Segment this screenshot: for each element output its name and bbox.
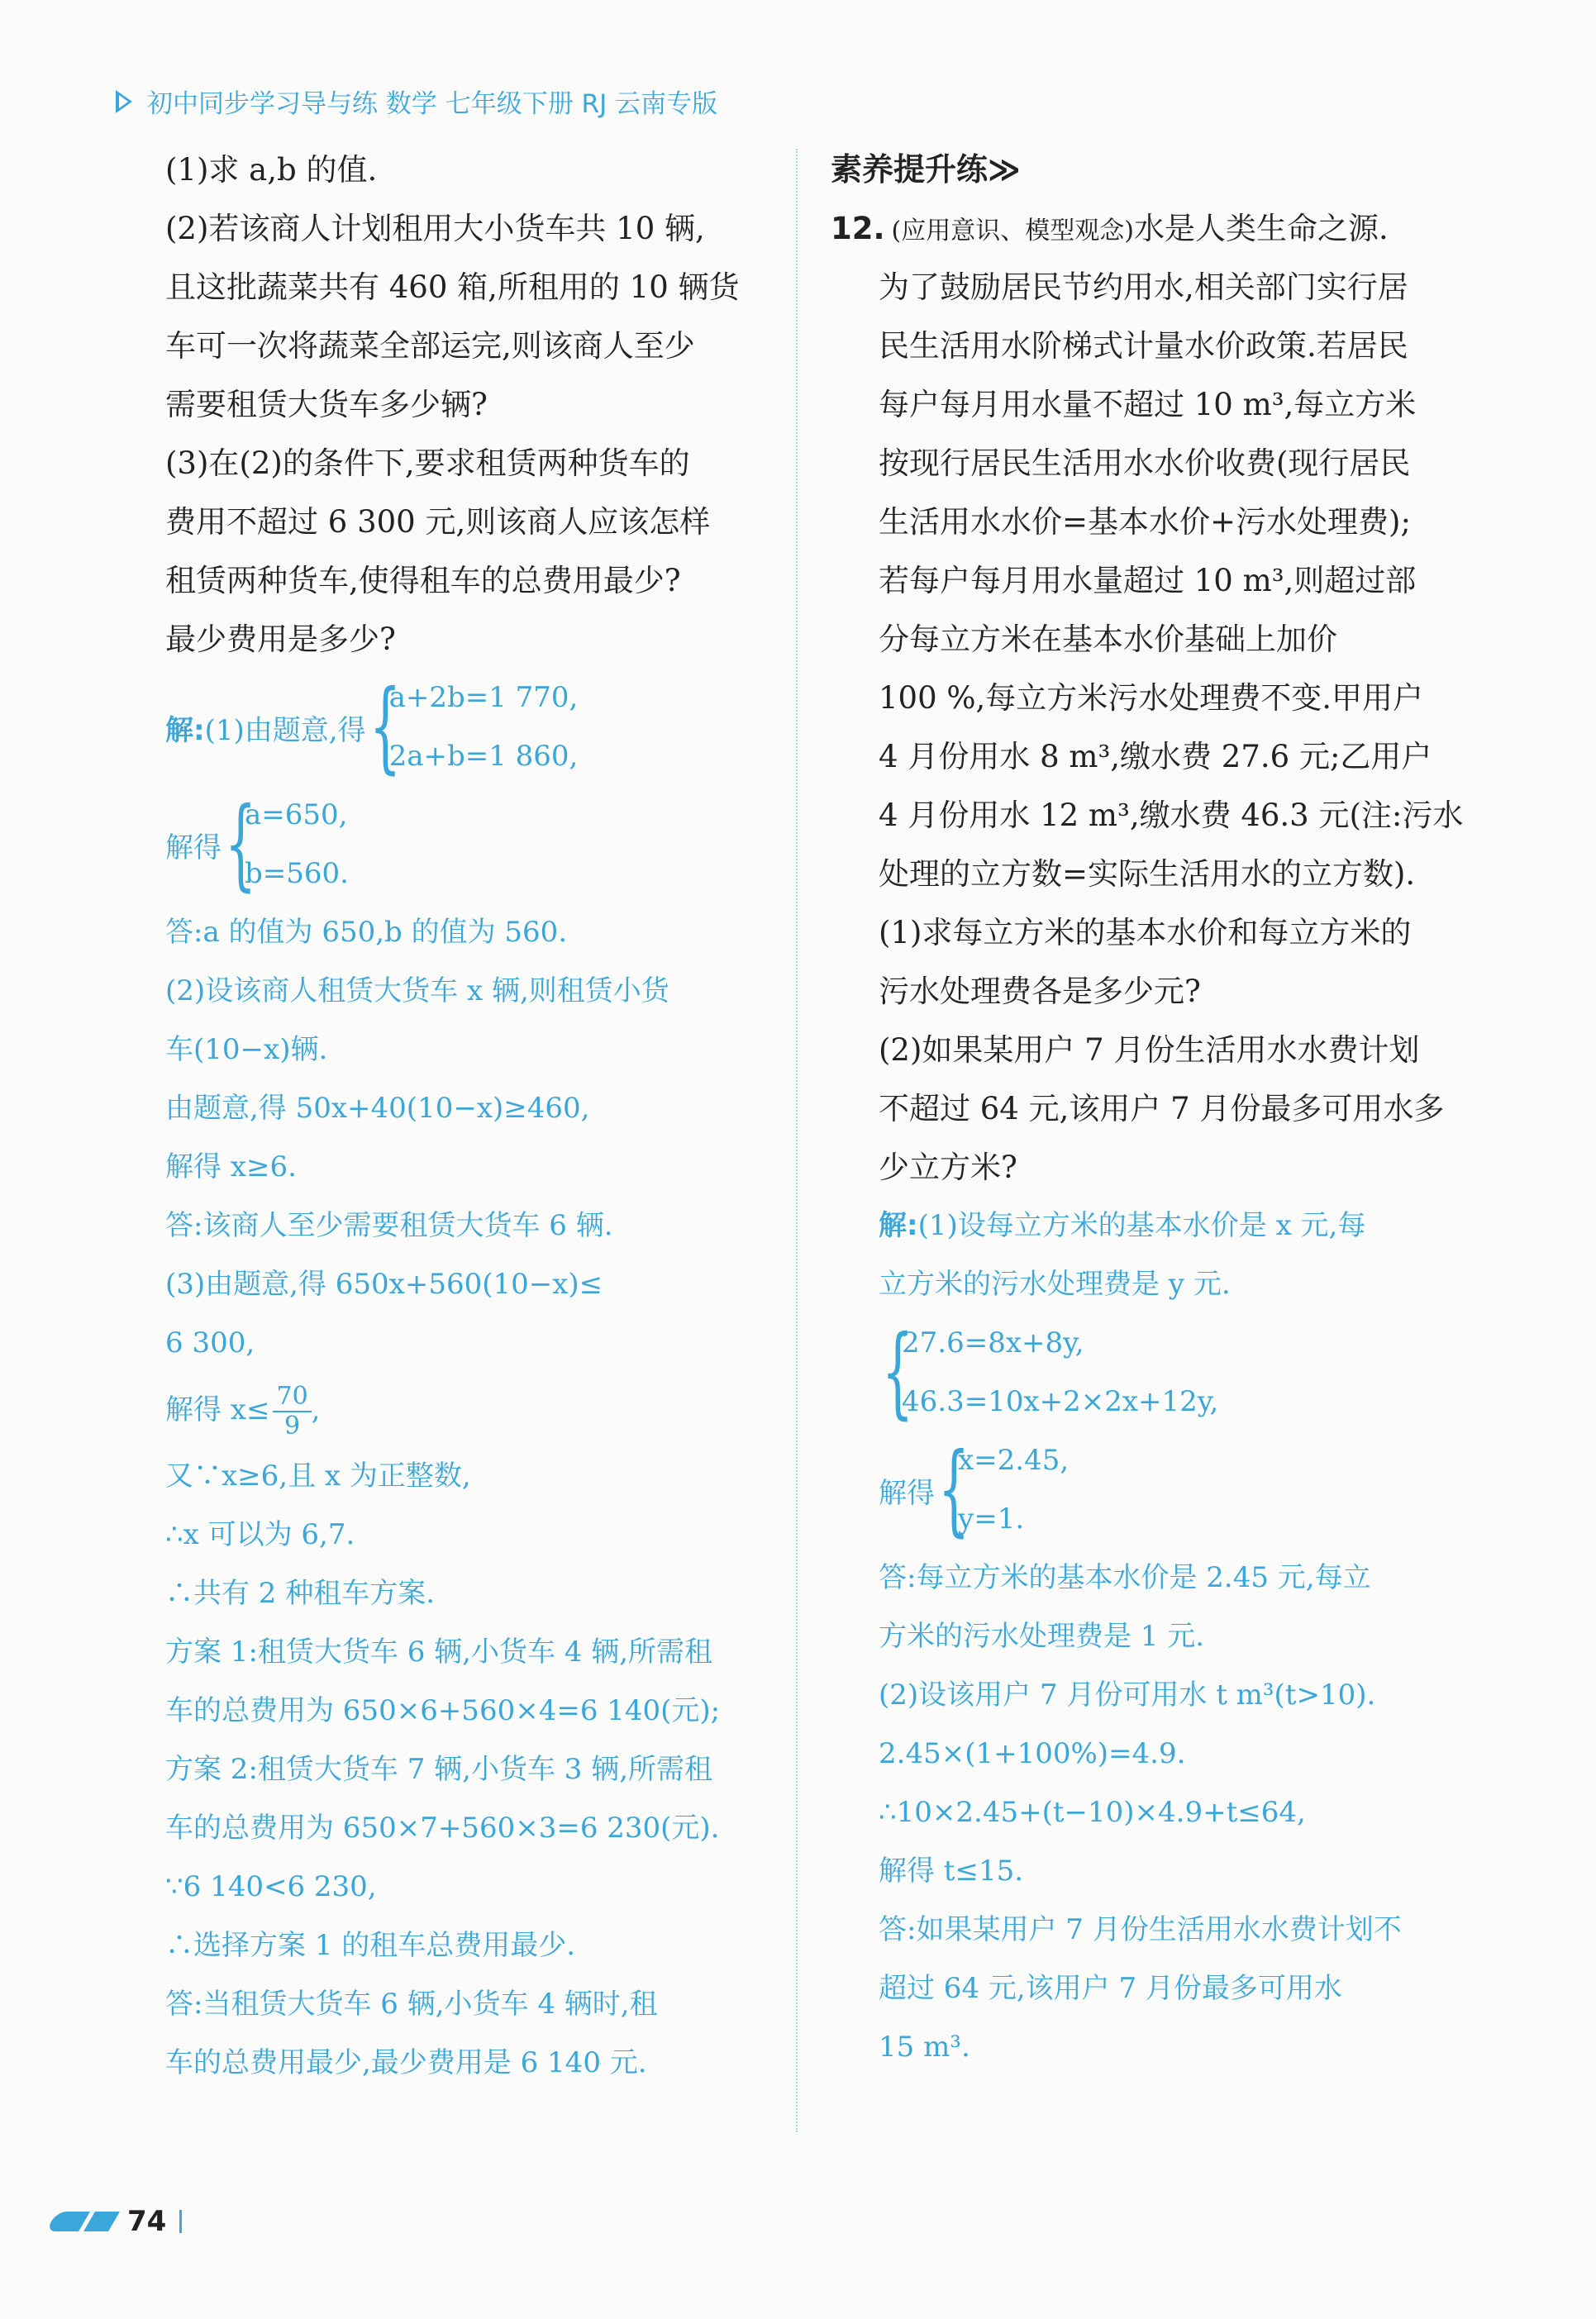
running-header xyxy=(116,83,717,120)
solution-line: 答:如果某用户 7 月份生活用水水费计划不 xyxy=(879,1913,1402,1946)
problem-line: 污水处理费各是多少元? xyxy=(879,974,1201,1009)
problem-line: 少立方米? xyxy=(879,1150,1017,1185)
problem-line: 分每立方米在基本水价基础上加价 xyxy=(879,621,1337,657)
equation: 27.6=8x+8y, xyxy=(902,1326,1084,1359)
problem-line: 处理的立方数=实际生活用水的立方数). xyxy=(879,856,1416,892)
solution-line xyxy=(879,1197,1484,1255)
page-footer xyxy=(51,2205,182,2238)
problem-line: (2)若该商人计划租用大小货车共 10 辆, xyxy=(165,211,705,246)
problem-line: 为了鼓励居民节约用水,相关部门实行居 xyxy=(879,269,1408,305)
solution-line: 又∵x≥6,且 x 为正整数, xyxy=(165,1459,471,1493)
solution-line: 车(10−x)辆. xyxy=(165,1033,328,1066)
play-triangle-icon xyxy=(116,90,132,113)
fraction-suffix: , xyxy=(311,1393,321,1426)
right-column xyxy=(831,140,1484,2077)
equation-system xyxy=(879,1431,1484,1549)
equation: a+2b=1 770, xyxy=(388,681,579,714)
solution-line: (3)由题意,得 650x+560(10−x)≤ xyxy=(165,1268,603,1301)
fraction-numerator: 70 xyxy=(273,1383,311,1412)
left-brace: { xyxy=(938,1432,970,1547)
system-prefix: 解得 xyxy=(165,831,222,864)
problem-text xyxy=(165,140,773,669)
solution xyxy=(879,1197,1484,2077)
problem-line: (3)在(2)的条件下,要求租赁两种货车的 xyxy=(165,445,690,481)
problem-line: 4 月份用水 8 m³,缴水费 27.6 元;乙用户 xyxy=(879,739,1432,774)
problem-line: 4 月份用水 12 m³,缴水费 46.3 元(注:污水 xyxy=(879,798,1464,833)
equation-system xyxy=(165,669,773,786)
fraction xyxy=(273,1383,311,1440)
solution-line: 方米的污水处理费是 1 元. xyxy=(879,1620,1205,1653)
question-tag: (应用意识、模型观念) xyxy=(891,217,1134,245)
fraction-denominator: 9 xyxy=(284,1412,301,1440)
decorative-stripe-icon xyxy=(51,2212,114,2231)
equation: b=560. xyxy=(245,857,349,890)
solution-line: 答:a 的值为 650,b 的值为 560. xyxy=(165,916,568,949)
problem-line: 每户每月用水量不超过 10 m³,每立方米 xyxy=(879,387,1417,422)
fraction-line xyxy=(165,1373,773,1447)
solution xyxy=(165,669,773,2093)
left-brace: { xyxy=(369,669,401,784)
equation: x=2.45, xyxy=(958,1444,1070,1477)
equation: a=650, xyxy=(245,798,348,831)
column-divider xyxy=(796,149,798,2132)
equation: 46.3=10x+2×2x+12y, xyxy=(902,1385,1219,1418)
equation-system xyxy=(879,1314,1484,1431)
footer-bar xyxy=(179,2210,182,2233)
solution-line: ∵6 140<6 230, xyxy=(165,1870,377,1903)
solution-line: (2)设该用户 7 月份可用水 t m³(t>10). xyxy=(879,1679,1376,1712)
solution-line: ∴10×2.45+(t−10)×4.9+t≤64, xyxy=(879,1796,1306,1829)
problem-line: 若每户每月用水量超过 10 m³,则超过部 xyxy=(879,563,1417,598)
problem-line: 不超过 64 元,该用户 7 月份最多可用水多 xyxy=(879,1091,1445,1126)
problem-line: 费用不超过 6 300 元,则该商人应该怎样 xyxy=(165,504,711,540)
solution-line: 答:每立方米的基本水价是 2.45 元,每立 xyxy=(879,1561,1371,1594)
system-prefix: (1)由题意,得 xyxy=(204,713,366,747)
solution-line: 方案 2:租赁大货车 7 辆,小货车 3 辆,所需租 xyxy=(165,1753,713,1786)
section-title: 素养提升练≫ xyxy=(831,151,1021,188)
system-prefix: 解得 xyxy=(879,1476,935,1510)
solution-line: (2)设该商人租赁大货车 x 辆,则租赁小货 xyxy=(165,974,669,1007)
header-text: 初中同步学习导与练 数学 七年级下册 RJ 云南专版 xyxy=(147,89,718,119)
left-column xyxy=(165,140,773,2093)
solution-line: 2.45×(1+100%)=4.9. xyxy=(879,1737,1186,1770)
solution-line: ∴共有 2 种租车方案. xyxy=(165,1577,436,1610)
solution-line: 解得 x≥6. xyxy=(165,1150,297,1183)
problem-line: (1)求每立方米的基本水价和每立方米的 xyxy=(879,915,1412,950)
solution-line: 6 300, xyxy=(165,1326,255,1359)
problem-line: (1)求 a,b 的值. xyxy=(165,152,378,188)
solution-head: 解: xyxy=(165,713,205,747)
solution-line: ∴选择方案 1 的租车总费用最少. xyxy=(165,1929,576,1962)
problem-line: 水是人类生命之源. xyxy=(1133,211,1389,246)
solution-line: 车的总费用为 650×6+560×4=6 140(元); xyxy=(165,1694,721,1727)
solution-line: 立方米的污水处理费是 y 元. xyxy=(879,1268,1231,1301)
problem-line: 最少费用是多少? xyxy=(165,621,396,657)
solution-line: 答:该商人至少需要租赁大货车 6 辆. xyxy=(165,1209,613,1242)
solution-line: 车的总费用为 650×7+560×3=6 230(元). xyxy=(165,1812,720,1845)
problem-line: 民生活用水阶梯式计量水价政策.若居民 xyxy=(879,328,1408,364)
solution-line: 由题意,得 50x+40(10−x)≥460, xyxy=(165,1092,590,1125)
solution-line: ∴x 可以为 6,7. xyxy=(165,1518,355,1551)
problem-line: 且这批蔬菜共有 460 箱,所租用的 10 辆货 xyxy=(165,269,740,305)
problem-line: (2)如果某用户 7 月份生活用水水费计划 xyxy=(879,1032,1420,1068)
question-number: 12. xyxy=(831,211,885,246)
equation: 2a+b=1 860, xyxy=(388,740,579,773)
solution-line: 方案 1:租赁大货车 6 辆,小货车 4 辆,所需租 xyxy=(165,1636,713,1669)
problem-text xyxy=(831,258,1484,2077)
problem-line: 车可一次将蔬菜全部运完,则该商人至少 xyxy=(165,328,695,364)
problem-line: 按现行居民生活用水水价收费(现行居民 xyxy=(879,445,1411,481)
equation-system xyxy=(165,786,773,903)
problem-line: 100 %,每立方米污水处理费不变.甲用户 xyxy=(879,680,1424,716)
fraction-prefix: 解得 x≤ xyxy=(165,1393,270,1426)
problem-line: 生活用水水价=基本水价+污水处理费); xyxy=(879,504,1411,540)
left-brace: { xyxy=(882,1315,914,1430)
problem-first-line xyxy=(831,199,1484,258)
solution-line: 15 m³. xyxy=(879,2031,970,2064)
solution-head: 解: xyxy=(879,1209,918,1242)
solution-line: 车的总费用最少,最少费用是 6 140 元. xyxy=(165,2046,647,2079)
solution-text: (1)设每立方米的基本水价是 x 元,每 xyxy=(917,1209,1366,1242)
problem-line: 需要租赁大货车多少辆? xyxy=(165,387,488,422)
left-brace: { xyxy=(225,787,257,902)
solution-line: 超过 64 元,该用户 7 月份最多可用水 xyxy=(879,1972,1342,2005)
solution-line: 答:当租赁大货车 6 辆,小货车 4 辆时,租 xyxy=(165,1988,658,2021)
solution-line: 解得 t≤15. xyxy=(879,1855,1024,1888)
page-number: 74 xyxy=(127,2205,167,2238)
problem-line: 租赁两种货车,使得租车的总费用最少? xyxy=(165,563,681,598)
equation: y=1. xyxy=(958,1502,1025,1536)
